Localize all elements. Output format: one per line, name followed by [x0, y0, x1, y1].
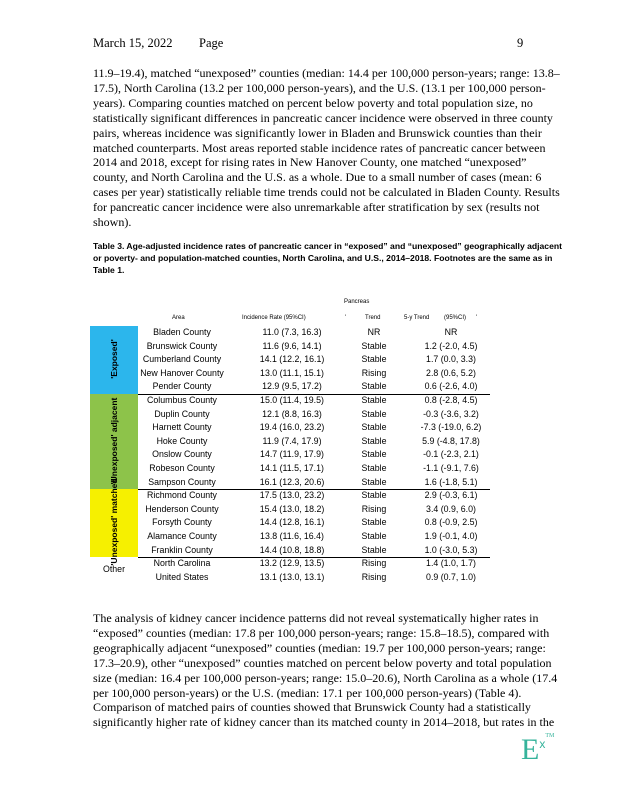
table-cell-rate: 19.4 (16.0, 23.2) [259, 422, 325, 433]
table-cell-trend: Stable [361, 340, 387, 351]
table-cell-trend: Stable [361, 395, 387, 405]
table-cell-5y-trend: 3.4 (0.9, 6.0) [426, 503, 476, 514]
table-cell-trend: Stable [361, 544, 387, 555]
table-cell-trend: Stable [361, 490, 387, 501]
header-date: March 15, 2022 [93, 36, 173, 50]
table-cell-rate: 11.9 (7.4, 17.9) [262, 435, 322, 446]
table-cell-trend: Stable [361, 449, 387, 460]
table-cell-5y-trend: 0.6 (-2.6, 4.0) [424, 381, 478, 392]
table-cell-rate: 13.1 (13.0, 13.1) [259, 571, 325, 582]
table-cell-rate: 13.8 (11.6, 16.4) [260, 531, 324, 541]
table-cell-trend: Stable [361, 422, 387, 433]
group-label: 'Unexposed' matched [109, 478, 119, 566]
table-cell-area: New Hanover County [140, 367, 224, 378]
table-cell-rate: 15.0 (11.4, 19.5) [260, 395, 324, 405]
group-label: 'Unexposed' adjacent [109, 397, 119, 484]
table-cell-trend: Stable [361, 435, 387, 446]
table-cell-trend: Rising [361, 367, 387, 378]
table-cell-trend: Stable [361, 476, 387, 487]
table-cell-area: Hoke County [156, 435, 208, 446]
group-label: 'Exposed' [109, 339, 119, 379]
table-caption: Table 3. Age-adjusted incidence rates of pancreatic cancer in “exposed” and “unexposed” geographically adjacent or poverty- and population-matched counties, North Carolina, and U.S., 2014–2018. Footnotes are the same as in Table 1. [93, 241, 562, 275]
table-cell-area: Harnett County [152, 422, 212, 433]
table-cell-5y-trend: -7.3 (-19.0, 6.2) [420, 422, 482, 433]
table-cell-5y-trend: 2.9 (-0.3, 6.1) [424, 490, 478, 501]
column-header: (95%CI) [444, 315, 467, 321]
table-cell-area: Sampson County [148, 476, 216, 487]
table-cell-trend: Rising [361, 503, 387, 514]
table-cell-area: Columbus County [147, 395, 217, 405]
logo-letter: E [521, 733, 540, 766]
table-cell-rate: 13.0 (11.1, 15.1) [260, 367, 324, 378]
table-cell-5y-trend: 1.7 (0.0, 3.3) [426, 354, 476, 365]
table-cell-trend: Rising [361, 571, 387, 582]
table-cell-5y-trend: -0.1 (-2.3, 2.1) [423, 449, 479, 460]
table-cell-area: Bladen County [153, 327, 211, 337]
pancreas-group-header: Pancreas [344, 299, 370, 305]
column-header: Area [172, 315, 185, 321]
table-cell-rate: 11.6 (9.6, 14.1) [262, 340, 322, 351]
table-cell-area: Brunswick County [146, 340, 218, 351]
table-cell-5y-trend: 5.9 (-4.8, 17.8) [422, 435, 480, 446]
table-cell-5y-trend: 0.8 (-2.8, 4.5) [424, 395, 478, 405]
table-cell-5y-trend: -0.3 (-3.6, 3.2) [423, 408, 479, 419]
header-page-label: Page [199, 36, 224, 50]
table-cell-5y-trend: NR [444, 327, 458, 337]
table-cell-rate: 13.2 (12.9, 13.5) [259, 558, 325, 569]
table-cell-rate: 12.9 (9.5, 17.2) [262, 381, 322, 392]
column-header: 5-y Trend [404, 315, 430, 321]
table-cell-5y-trend: 1.6 (-1.8, 5.1) [424, 476, 478, 487]
table-cell-area: Richmond County [147, 490, 217, 501]
body-paragraph-1: 11.9–19.4), matched “unexposed” counties (median: 14.4 per 100,000 person-years; range: 13.8–17.5), North Carolina (13.2 per 100,000 person-years), and the U.S. (13.1 per 100,000 person-years). Comparing counties matched on percent below poverty and total population size, no statistically significant differences in pancreatic cancer incidence were observed in three county pairs, whereas incidence was significantly lower in Bladen and Brunswick counties than their matched counterparts. Most areas reported stable incidence rates of pancreatic cancer between 2014 and 2018, except for rising rates in New Hanover County, one matched “unexposed” county, and North Carolina and the U.S. as a whole. Due to a small number of cases (mean: 6 cases per year) statistically reliable time trends could not be calculated in Bladen County. Results for pancreatic cancer incidence were also unremarkable after stratification by sex (results not shown). [93, 66, 560, 230]
logo-sup: x [539, 737, 546, 751]
table-cell-area: Alamance County [147, 531, 217, 541]
table-cell-5y-trend: 1.4 (1.0, 1.7) [426, 558, 476, 569]
table-cell-rate: 16.1 (12.3, 20.6) [259, 476, 325, 487]
table-cell-rate: 14.4 (12.8, 16.1) [259, 517, 325, 528]
table-cell-rate: 14.1 (11.5, 17.1) [260, 463, 324, 473]
group-label: Other [103, 564, 126, 575]
table-cell-5y-trend: 1.0 (-3.0, 5.3) [424, 544, 478, 555]
table-cell-trend: NR [367, 327, 381, 337]
table-cell-area: Franklin County [151, 544, 213, 555]
table-cell-trend: Stable [361, 517, 387, 528]
table-cell-trend: Stable [361, 408, 387, 419]
table-cell-5y-trend: -1.1 (-9.1, 7.6) [423, 463, 479, 473]
table-cell-trend: Stable [361, 381, 387, 392]
table-cell-5y-trend: 2.8 (0.6, 5.2) [426, 367, 476, 378]
table-cell-5y-trend: 1.9 (-0.1, 4.0) [424, 531, 478, 541]
table-cell-5y-trend: 1.2 (-2.0, 4.5) [424, 340, 478, 351]
ex-logo [521, 733, 554, 767]
table-cell-area: Cumberland County [142, 354, 222, 365]
table-cell-area: Robeson County [149, 463, 215, 473]
table-cell-area: Duplin County [154, 408, 210, 419]
header-tick: ' [476, 315, 478, 321]
table-cell-area: Onslow County [152, 449, 212, 460]
table-cell-rate: 11.0 (7.3, 16.3) [262, 327, 322, 337]
table-cell-area: Pender County [152, 381, 212, 392]
logo-trademark: TM [545, 733, 555, 739]
table-cell-area: United States [155, 571, 209, 582]
body-paragraph-2: The analysis of kidney cancer incidence patterns did not reveal systematically higher rates in “exposed” counties (median: 17.8 per 100,000 person-years; range: 15.8–18.5), compared with geographically adjacent “unexposed” counties (median: 19.7 per 100,000 person-years; range: 17.3–20.9), other “unexposed” counties matched on percent below poverty and total population size (median: 16.4 per 100,000 person-years; range: 15.0–20.6), North Carolina as a whole (17.4 per 100,000 person-years) or the U.S. (median: 17.1 per 100,000 person-years) (Table 4). Comparison of matched pairs of counties showed that Brunswick County had a statistically significantly higher rate of kidney cancer than its matched county in 2014–2018, but rates in the [93, 611, 558, 730]
table-cell-5y-trend: 0.9 (0.7, 1.0) [426, 571, 476, 582]
table-cell-rate: 12.1 (8.8, 16.3) [262, 408, 322, 419]
table-cell-rate: 14.4 (10.8, 18.8) [259, 544, 325, 555]
table-cell-area: North Carolina [153, 558, 211, 569]
header-page-number: 9 [517, 36, 524, 50]
column-header: Incidence Rate (95%CI) [242, 315, 306, 321]
table-cell-trend: Rising [361, 558, 387, 569]
table-cell-rate: 17.5 (13.0, 23.2) [259, 490, 325, 501]
table-cell-area: Henderson County [145, 503, 219, 514]
column-header: Trend [365, 315, 381, 321]
table-cell-trend: Stable [361, 531, 387, 541]
table-cell-rate: 15.4 (13.0, 18.2) [259, 503, 325, 514]
table-cell-trend: Stable [361, 463, 387, 473]
table-cell-trend: Stable [361, 354, 387, 365]
table-cell-area: Forsyth County [152, 517, 212, 528]
table-cell-5y-trend: 0.8 (-0.9, 2.5) [424, 517, 478, 528]
table-cell-rate: 14.1 (12.2, 16.1) [259, 354, 325, 365]
table-cell-rate: 14.7 (11.9, 17.9) [260, 449, 324, 460]
header-tick: ' [345, 315, 347, 321]
